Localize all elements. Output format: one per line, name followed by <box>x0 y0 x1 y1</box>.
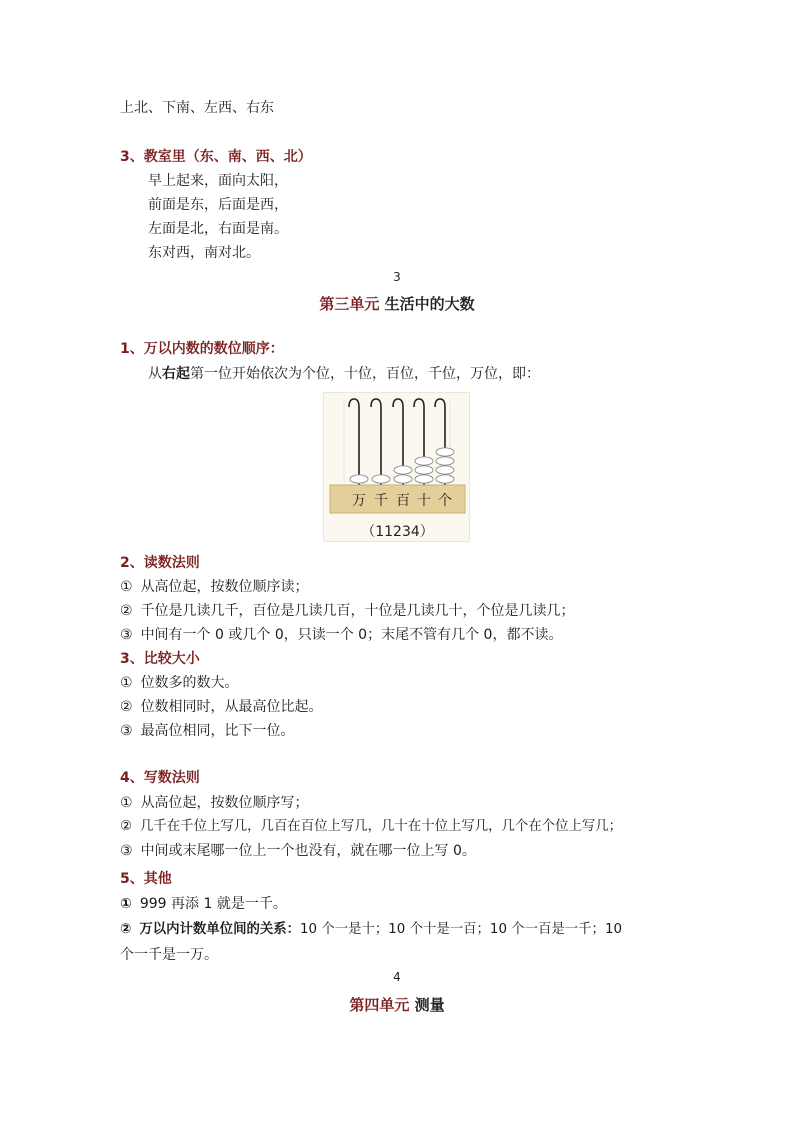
abacus-bead <box>394 466 412 474</box>
writing-rule-2-num: ② <box>120 819 133 834</box>
others-heading: 5、其他 <box>120 871 172 887</box>
reading-rule-1 <box>120 577 309 597</box>
abacus-rod-2 <box>371 399 381 485</box>
writing-rule-1-text: 从高位起，按数位顺序写； <box>140 795 309 811</box>
comparing-rule-1 <box>120 673 239 693</box>
others-item-2-continued: 个一千是一万。 <box>120 947 218 963</box>
abacus-beads <box>350 448 454 483</box>
abacus-bead <box>436 448 454 456</box>
writing-rule-2 <box>120 817 622 837</box>
others-item-1-num: ① <box>120 896 132 912</box>
unit-4-title <box>0 995 794 1015</box>
abacus-bead <box>415 457 433 465</box>
digit-order-heading: 1、万以内数的数位顺序： <box>120 341 284 357</box>
writing-rule-1-num: ① <box>120 795 133 811</box>
abacus-label-4: 十 <box>417 493 431 509</box>
comparing-rule-3 <box>120 721 295 741</box>
abacus-label-1: 万 <box>352 493 366 509</box>
abacus-bead <box>372 475 390 483</box>
others-item-2-bold: 万以内计数单位间的关系： <box>139 922 301 937</box>
abacus-bead <box>436 475 454 483</box>
unit-3-title <box>0 294 794 314</box>
classroom-line-4: 东对西，南对北。 <box>148 245 260 261</box>
classroom-line-2: 前面是东，后面是西， <box>148 197 288 213</box>
comparing-rule-3-num: ③ <box>120 723 133 739</box>
others-item-1 <box>120 894 287 914</box>
reading-rule-2 <box>120 601 575 621</box>
reading-rule-1-text: 从高位起，按数位顺序读； <box>140 579 309 595</box>
page-number-4: 4 <box>393 970 401 984</box>
classroom-heading: 3、教室里（东、南、西、北） <box>120 149 312 165</box>
comparing-rule-1-num: ① <box>120 675 133 691</box>
abacus-label-3: 百 <box>396 493 410 509</box>
abacus-bead <box>436 457 454 465</box>
writing-rule-3-num: ③ <box>120 843 133 859</box>
abacus-label-5: 个 <box>438 493 452 509</box>
abacus-label-2: 千 <box>374 493 388 509</box>
digit-order-intro-post: 第一位开始依次为个位，十位，百位，千位，万位，即： <box>190 366 540 382</box>
writing-rules-heading: 4、写数法则 <box>120 770 200 786</box>
reading-rule-3 <box>120 625 562 645</box>
others-item-2-num: ② <box>120 922 132 937</box>
unit-3-prefix: 第三单元 <box>319 295 380 313</box>
comparing-rule-1-text: 位数多的数大。 <box>140 675 239 691</box>
abacus-rod-1 <box>349 399 359 485</box>
abacus-drawing <box>324 393 471 519</box>
comparing-heading: 3、比较大小 <box>120 651 200 667</box>
others-item-1-text: 999 再添 1 就是一千。 <box>139 896 287 912</box>
reading-rules-heading: 2、读数法则 <box>120 555 200 571</box>
reading-rule-3-num: ③ <box>120 627 133 643</box>
others-item-2-text: 10 个一是十；10 个十是一百；10 个一百是一千；10 <box>300 922 622 937</box>
comparing-rule-3-text: 最高位相同，比下一位。 <box>140 723 295 739</box>
unit-4-name: 测量 <box>414 996 445 1014</box>
reading-rule-2-text: 千位是几读几千，百位是几读几百，十位是几读几十，个位是几读几； <box>140 603 575 619</box>
unit-3-name: 生活中的大数 <box>384 295 475 313</box>
direction-rule-line: 上北、下南、左西、右东 <box>120 100 274 116</box>
comparing-rule-2 <box>120 697 323 717</box>
writing-rule-3-text: 中间或末尾哪一位上一个也没有，就在哪一位上写 0。 <box>140 843 476 859</box>
abacus-caption: （11234） <box>361 524 434 540</box>
classroom-line-1: 早上起来，面向太阳， <box>148 173 288 189</box>
abacus-figure <box>323 392 470 542</box>
comparing-rule-2-num: ② <box>120 699 133 715</box>
digit-order-intro <box>148 364 540 384</box>
abacus-bead <box>436 466 454 474</box>
classroom-line-3: 左面是北，右面是南。 <box>148 221 288 237</box>
unit-4-prefix: 第四单元 <box>349 996 410 1014</box>
page-number-3: 3 <box>393 270 401 284</box>
abacus-bead <box>415 475 433 483</box>
abacus-bead <box>415 466 433 474</box>
others-item-2 <box>120 920 622 940</box>
reading-rule-3-text: 中间有一个 0 或几个 0，只读一个 0；末尾不管有几个 0，都不读。 <box>140 627 563 643</box>
reading-rule-1-num: ① <box>120 579 133 595</box>
comparing-rule-2-text: 位数相同时，从最高位比起。 <box>140 699 323 715</box>
digit-order-intro-pre: 从 <box>148 366 162 382</box>
reading-rule-2-num: ② <box>120 603 133 619</box>
writing-rule-2-text: 几千在千位上写几，几百在百位上写几，几十在十位上写几，几个在个位上写几； <box>140 819 623 834</box>
writing-rule-3 <box>120 841 476 861</box>
writing-rule-1 <box>120 793 309 813</box>
abacus-bead <box>350 475 368 483</box>
digit-order-intro-bold: 右起 <box>162 366 190 382</box>
abacus-bead <box>394 475 412 483</box>
